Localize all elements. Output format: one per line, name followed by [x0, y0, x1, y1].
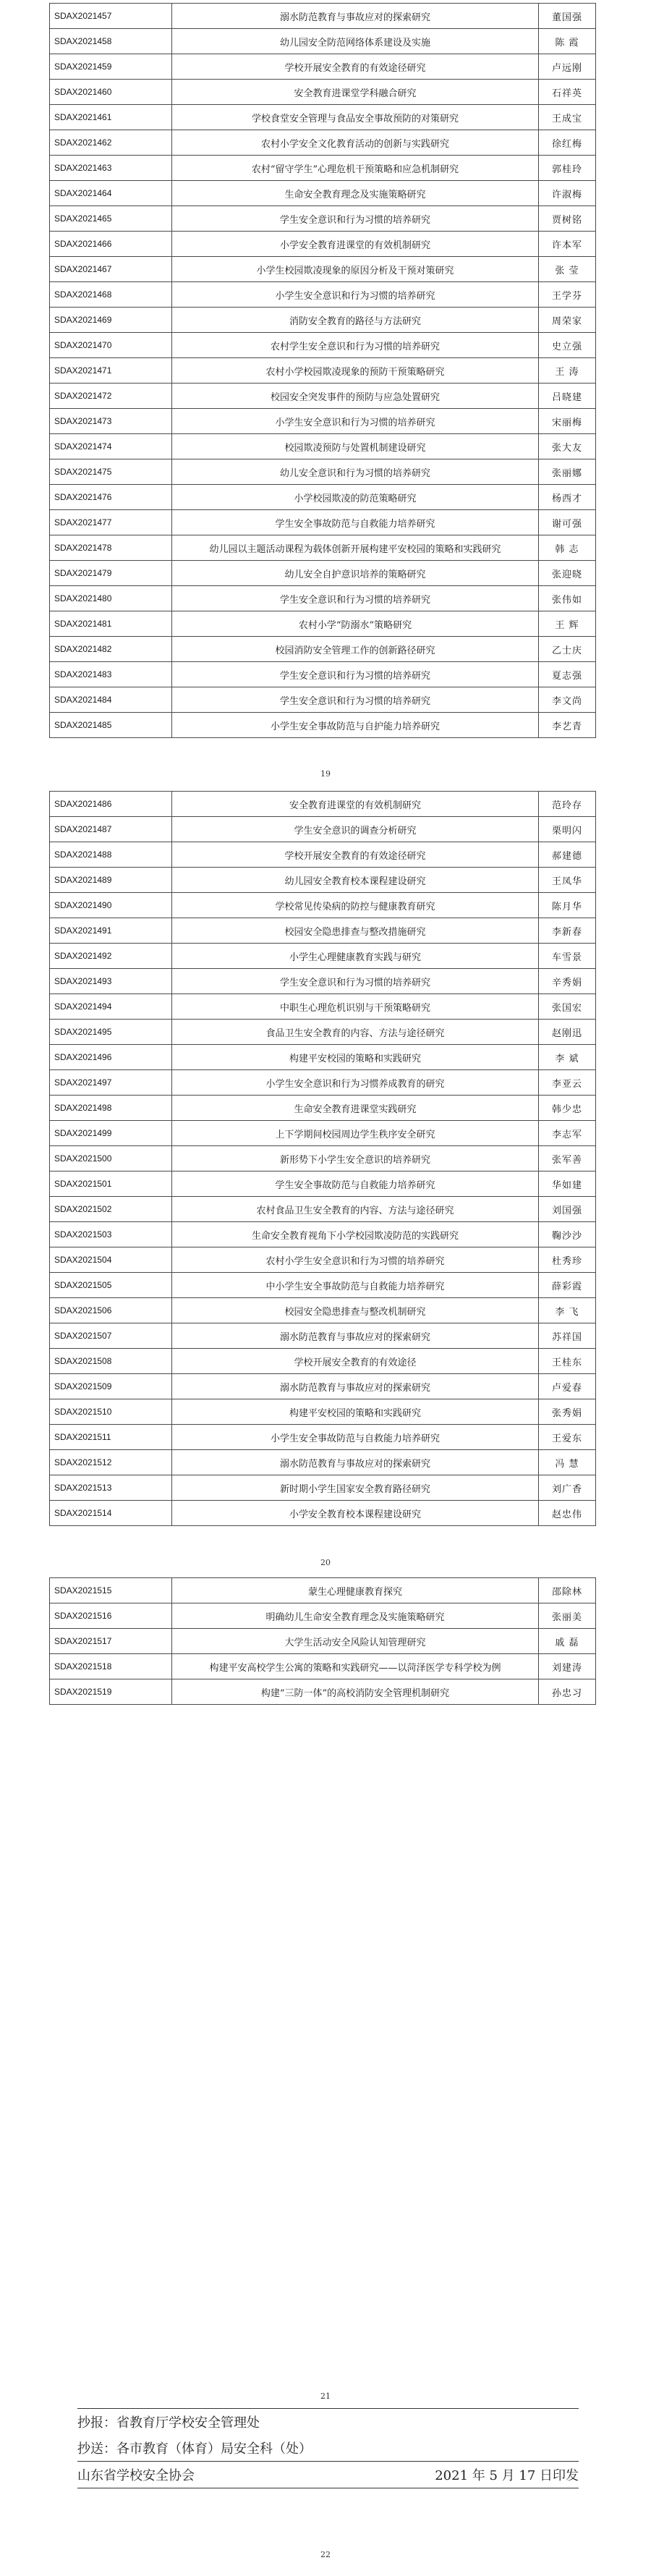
project-id-cell: SDAX2021508	[50, 1349, 172, 1374]
project-title-cell: 溺水防范教育与事故应对的探索研究	[172, 1450, 539, 1475]
table-row	[50, 662, 596, 687]
table-row	[50, 918, 596, 944]
project-lead-cell: 王爱东	[539, 1425, 596, 1450]
projects-table-1	[49, 3, 596, 738]
distribution-footer	[77, 2408, 579, 2488]
table-row	[50, 1475, 596, 1501]
project-id-cell: SDAX2021483	[50, 662, 172, 687]
project-title-cell: 小学生心理健康教育实践与研究	[172, 944, 539, 969]
project-id-cell: SDAX2021506	[50, 1298, 172, 1323]
project-lead-cell: 张迎晓	[539, 561, 596, 586]
table-row	[50, 1578, 596, 1603]
table-row	[50, 1629, 596, 1654]
table-row	[50, 1399, 596, 1425]
project-title-cell: 农村学生安全意识和行为习惯的培养研究	[172, 333, 539, 358]
project-title-cell: 幼儿园安全教育校本课程建设研究	[172, 868, 539, 893]
project-id-cell: SDAX2021504	[50, 1247, 172, 1273]
project-title-cell: 农村食品卫生安全教育的内容、方法与途径研究	[172, 1197, 539, 1222]
table-row	[50, 358, 596, 384]
project-id-cell: SDAX2021473	[50, 409, 172, 434]
project-lead-cell: 卢爱春	[539, 1374, 596, 1399]
project-lead-cell: 宋丽梅	[539, 409, 596, 434]
project-id-cell: SDAX2021465	[50, 206, 172, 232]
project-title-cell: 幼儿园安全防范网络体系建设及实施	[172, 29, 539, 54]
table-row	[50, 282, 596, 308]
project-id-cell: SDAX2021505	[50, 1273, 172, 1298]
project-lead-cell: 李艺青	[539, 713, 596, 738]
project-lead-cell: 王凤华	[539, 868, 596, 893]
table-row	[50, 817, 596, 842]
project-lead-cell: 王桂东	[539, 1349, 596, 1374]
project-lead-cell: 王成宝	[539, 105, 596, 130]
project-id-cell: SDAX2021495	[50, 1020, 172, 1045]
project-lead-cell: 戚 磊	[539, 1629, 596, 1654]
table-row	[50, 29, 596, 54]
table-row	[50, 1070, 596, 1096]
project-title-cell: 食品卫生安全教育的内容、方法与途径研究	[172, 1020, 539, 1045]
project-id-cell: SDAX2021488	[50, 842, 172, 868]
project-title-cell: 蒙生心理健康教育探究	[172, 1578, 539, 1603]
project-lead-cell: 孙忠习	[539, 1679, 596, 1705]
project-title-cell: 小学生校园欺凌现象的原因分析及干预对策研究	[172, 257, 539, 282]
project-id-cell: SDAX2021509	[50, 1374, 172, 1399]
table-row	[50, 1323, 596, 1349]
project-title-cell: 生命安全教育视角下小学校园欺凌防范的实践研究	[172, 1222, 539, 1247]
project-id-cell: SDAX2021458	[50, 29, 172, 54]
project-title-cell: 安全教育进课堂学科融合研究	[172, 80, 539, 105]
project-lead-cell: 李 斌	[539, 1045, 596, 1070]
table-row	[50, 1654, 596, 1679]
project-id-cell: SDAX2021467	[50, 257, 172, 282]
issuer-name: 山东省学校安全协会	[77, 2468, 195, 2483]
project-id-cell: SDAX2021511	[50, 1425, 172, 1450]
project-lead-cell: 贾树铭	[539, 206, 596, 232]
project-title-cell: 学生安全事故防范与自救能力培养研究	[172, 510, 539, 535]
project-title-cell: 小学生安全事故防范与自救能力培养研究	[172, 1425, 539, 1450]
project-lead-cell: 李亚云	[539, 1070, 596, 1096]
project-id-cell: SDAX2021468	[50, 282, 172, 308]
table-row	[50, 687, 596, 713]
project-title-cell: 幼儿安全意识和行为习惯的培养研究	[172, 459, 539, 485]
table-row	[50, 1450, 596, 1475]
project-lead-cell: 栗明闪	[539, 817, 596, 842]
project-title-cell: 生命安全教育理念及实施策略研究	[172, 181, 539, 206]
project-lead-cell: 李文尚	[539, 687, 596, 713]
project-title-cell: 明确幼儿生命安全教育理念及实施策略研究	[172, 1603, 539, 1629]
project-title-cell: 消防安全教育的路径与方法研究	[172, 308, 539, 333]
table-row	[50, 713, 596, 738]
project-title-cell: 小学安全教育校本课程建设研究	[172, 1501, 539, 1526]
project-lead-cell: 赵刚迅	[539, 1020, 596, 1045]
project-title-cell: 学生安全事故防范与自救能力培养研究	[172, 1172, 539, 1197]
project-id-cell: SDAX2021516	[50, 1603, 172, 1629]
project-title-cell: 幼儿园以主题活动课程为载体创新开展构建平安校园的策略和实践研究	[172, 535, 539, 561]
project-title-cell: 小学生安全意识和行为习惯的培养研究	[172, 282, 539, 308]
issuer-line	[77, 2462, 579, 2488]
project-id-cell: SDAX2021500	[50, 1146, 172, 1172]
table-row	[50, 1501, 596, 1526]
project-lead-cell: 范玲存	[539, 792, 596, 817]
project-id-cell: SDAX2021515	[50, 1578, 172, 1603]
project-lead-cell: 张国宏	[539, 994, 596, 1020]
project-lead-cell: 张大友	[539, 434, 596, 459]
project-lead-cell: 刘建涛	[539, 1654, 596, 1679]
project-lead-cell: 乙士庆	[539, 637, 596, 662]
project-title-cell: 构建平安校园的策略和实践研究	[172, 1399, 539, 1425]
project-lead-cell: 赵忠伟	[539, 1501, 596, 1526]
project-lead-cell: 夏志强	[539, 662, 596, 687]
table-row	[50, 4, 596, 29]
project-title-cell: 溺水防范教育与事故应对的探索研究	[172, 1374, 539, 1399]
page-number: 20	[320, 1558, 331, 1567]
project-title-cell: 校园消防安全管理工作的创新路径研究	[172, 637, 539, 662]
project-id-cell: SDAX2021472	[50, 384, 172, 409]
table-row	[50, 561, 596, 586]
project-title-cell: 学生安全意识和行为习惯的培养研究	[172, 586, 539, 611]
project-lead-cell: 董国强	[539, 4, 596, 29]
table-row	[50, 637, 596, 662]
project-lead-cell: 冯 慧	[539, 1450, 596, 1475]
project-title-cell: 农村小学安全文化教育活动的创新与实践研究	[172, 130, 539, 156]
project-id-cell: SDAX2021460	[50, 80, 172, 105]
project-id-cell: SDAX2021478	[50, 535, 172, 561]
project-title-cell: 小学生安全事故防范与自护能力培养研究	[172, 713, 539, 738]
project-title-cell: 学校常见传染病的防控与健康教育研究	[172, 893, 539, 918]
table-row	[50, 535, 596, 561]
table-row	[50, 80, 596, 105]
table-row	[50, 1222, 596, 1247]
project-lead-cell: 韩少忠	[539, 1096, 596, 1121]
project-lead-cell: 郭桂玲	[539, 156, 596, 181]
project-title-cell: 中小学生安全事故防范与自救能力培养研究	[172, 1273, 539, 1298]
project-lead-cell: 史立强	[539, 333, 596, 358]
project-title-cell: 小学生安全意识和行为习惯的培养研究	[172, 409, 539, 434]
project-id-cell: SDAX2021518	[50, 1654, 172, 1679]
project-title-cell: 上下学期间校园周边学生秩序安全研究	[172, 1121, 539, 1146]
project-id-cell: SDAX2021512	[50, 1450, 172, 1475]
project-lead-cell: 周荣家	[539, 308, 596, 333]
project-id-cell: SDAX2021494	[50, 994, 172, 1020]
table-row	[50, 1374, 596, 1399]
project-title-cell: 农村小学校园欺凌现象的预防干预策略研究	[172, 358, 539, 384]
project-lead-cell: 王 辉	[539, 611, 596, 637]
project-title-cell: 新形势下小学生安全意识的培养研究	[172, 1146, 539, 1172]
project-id-cell: SDAX2021497	[50, 1070, 172, 1096]
project-lead-cell: 杜秀珍	[539, 1247, 596, 1273]
project-title-cell: 幼儿安全自护意识培养的策略研究	[172, 561, 539, 586]
table-row	[50, 944, 596, 969]
project-id-cell: SDAX2021461	[50, 105, 172, 130]
project-lead-cell: 陈月华	[539, 893, 596, 918]
project-title-cell: 溺水防范教育与事故应对的探索研究	[172, 4, 539, 29]
project-title-cell: 大学生活动安全风险认知管理研究	[172, 1629, 539, 1654]
project-title-cell: 学生安全意识和行为习惯的培养研究	[172, 687, 539, 713]
project-id-cell: SDAX2021476	[50, 485, 172, 510]
project-id-cell: SDAX2021513	[50, 1475, 172, 1501]
table-row	[50, 232, 596, 257]
project-id-cell: SDAX2021471	[50, 358, 172, 384]
project-lead-cell: 张丽美	[539, 1603, 596, 1629]
project-title-cell: 校园安全隐患排查与整改机制研究	[172, 1298, 539, 1323]
project-title-cell: 学生安全意识的调查分析研究	[172, 817, 539, 842]
table-row	[50, 893, 596, 918]
project-lead-cell: 辛秀娟	[539, 969, 596, 994]
issue-date: 2021 年 5 月 17 日印发	[435, 2468, 579, 2483]
project-lead-cell: 陈 霞	[539, 29, 596, 54]
project-id-cell: SDAX2021475	[50, 459, 172, 485]
table-row	[50, 333, 596, 358]
table-row	[50, 54, 596, 80]
table-row	[50, 1679, 596, 1705]
project-id-cell: SDAX2021493	[50, 969, 172, 994]
table-row	[50, 434, 596, 459]
project-lead-cell: 张丽娜	[539, 459, 596, 485]
project-id-cell: SDAX2021479	[50, 561, 172, 586]
project-lead-cell: 石祥英	[539, 80, 596, 105]
project-title-cell: 学校食堂安全管理与食品安全事故预防的对策研究	[172, 105, 539, 130]
project-id-cell: SDAX2021514	[50, 1501, 172, 1526]
table-row	[50, 130, 596, 156]
table-row	[50, 1045, 596, 1070]
project-id-cell: SDAX2021491	[50, 918, 172, 944]
project-title-cell: 校园安全隐患排查与整改措施研究	[172, 918, 539, 944]
project-id-cell: SDAX2021481	[50, 611, 172, 637]
project-id-cell: SDAX2021501	[50, 1172, 172, 1197]
table-row	[50, 1146, 596, 1172]
table-row	[50, 485, 596, 510]
table-row	[50, 1096, 596, 1121]
project-lead-cell: 刘国强	[539, 1197, 596, 1222]
project-lead-cell: 吕晓建	[539, 384, 596, 409]
project-id-cell: SDAX2021502	[50, 1197, 172, 1222]
project-lead-cell: 王 涛	[539, 358, 596, 384]
project-title-cell: 新时期小学生国家安全教育路径研究	[172, 1475, 539, 1501]
table-row	[50, 181, 596, 206]
project-id-cell: SDAX2021499	[50, 1121, 172, 1146]
table-row	[50, 1349, 596, 1374]
project-id-cell: SDAX2021496	[50, 1045, 172, 1070]
project-title-cell: 构建“三防一体”的高校消防安全管理机制研究	[172, 1679, 539, 1705]
project-title-cell: 学校开展安全教育的有效途径	[172, 1349, 539, 1374]
project-lead-cell: 王学芬	[539, 282, 596, 308]
project-title-cell: 农村小学“防溺水”策略研究	[172, 611, 539, 637]
project-id-cell: SDAX2021484	[50, 687, 172, 713]
project-lead-cell: 卢远刚	[539, 54, 596, 80]
table-row	[50, 510, 596, 535]
project-lead-cell: 谢可强	[539, 510, 596, 535]
project-id-cell: SDAX2021519	[50, 1679, 172, 1705]
project-id-cell: SDAX2021490	[50, 893, 172, 918]
table-row	[50, 1425, 596, 1450]
project-id-cell: SDAX2021457	[50, 4, 172, 29]
project-id-cell: SDAX2021469	[50, 308, 172, 333]
project-id-cell: SDAX2021459	[50, 54, 172, 80]
project-title-cell: 学校开展安全教育的有效途径研究	[172, 842, 539, 868]
table-row	[50, 409, 596, 434]
project-lead-cell: 许淑梅	[539, 181, 596, 206]
project-title-cell: 农村“留守学生”心理危机干预策略和应急机制研究	[172, 156, 539, 181]
project-id-cell: SDAX2021466	[50, 232, 172, 257]
cc-line: 抄报：省教育厅学校安全管理处	[77, 2415, 260, 2431]
project-id-cell: SDAX2021463	[50, 156, 172, 181]
project-id-cell: SDAX2021477	[50, 510, 172, 535]
table-row	[50, 308, 596, 333]
project-title-cell: 构建平安高校学生公寓的策略和实践研究——以菏泽医学专科学校为例	[172, 1654, 539, 1679]
project-id-cell: SDAX2021480	[50, 586, 172, 611]
table-row	[50, 1172, 596, 1197]
project-lead-cell: 鞠沙沙	[539, 1222, 596, 1247]
table-row	[50, 105, 596, 130]
projects-table-2	[49, 791, 596, 1526]
project-lead-cell: 苏祥国	[539, 1323, 596, 1349]
table-row	[50, 868, 596, 893]
project-id-cell: SDAX2021510	[50, 1399, 172, 1425]
project-title-cell: 小学校园欺凌的防范策略研究	[172, 485, 539, 510]
project-id-cell: SDAX2021507	[50, 1323, 172, 1349]
project-lead-cell: 郝建德	[539, 842, 596, 868]
project-lead-cell: 张军善	[539, 1146, 596, 1172]
table-row	[50, 1273, 596, 1298]
table-row	[50, 611, 596, 637]
project-lead-cell: 徐红梅	[539, 130, 596, 156]
projects-table-3	[49, 1577, 596, 1705]
table-row	[50, 1020, 596, 1045]
project-title-cell: 小学生安全意识和行为习惯养成教育的研究	[172, 1070, 539, 1096]
table-row	[50, 1197, 596, 1222]
project-lead-cell: 李志军	[539, 1121, 596, 1146]
project-lead-cell: 张伟如	[539, 586, 596, 611]
project-title-cell: 学生安全意识和行为习惯的培养研究	[172, 662, 539, 687]
project-lead-cell: 邵除林	[539, 1578, 596, 1603]
table-row	[50, 842, 596, 868]
project-title-cell: 安全教育进课堂的有效机制研究	[172, 792, 539, 817]
table-row	[50, 1121, 596, 1146]
project-title-cell: 校园欺凌预防与处置机制建设研究	[172, 434, 539, 459]
table-row	[50, 1603, 596, 1629]
project-title-cell: 学生安全意识和行为习惯的培养研究	[172, 206, 539, 232]
project-lead-cell: 张 莹	[539, 257, 596, 282]
table-row	[50, 792, 596, 817]
project-lead-cell: 李新春	[539, 918, 596, 944]
project-title-cell: 中职生心理危机识别与干预策略研究	[172, 994, 539, 1020]
project-id-cell: SDAX2021474	[50, 434, 172, 459]
project-title-cell: 学校开展安全教育的有效途径研究	[172, 54, 539, 80]
project-lead-cell: 车雪景	[539, 944, 596, 969]
table-row	[50, 257, 596, 282]
project-lead-cell: 华如建	[539, 1172, 596, 1197]
project-lead-cell: 薛彩霞	[539, 1273, 596, 1298]
page-number: 19	[320, 769, 331, 779]
project-title-cell: 小学安全教育进课堂的有效机制研究	[172, 232, 539, 257]
project-id-cell: SDAX2021517	[50, 1629, 172, 1654]
table-row	[50, 586, 596, 611]
table-row	[50, 459, 596, 485]
project-id-cell: SDAX2021470	[50, 333, 172, 358]
project-id-cell: SDAX2021485	[50, 713, 172, 738]
table-row	[50, 206, 596, 232]
project-id-cell: SDAX2021487	[50, 817, 172, 842]
project-id-cell: SDAX2021489	[50, 868, 172, 893]
project-title-cell: 农村小学生安全意识和行为习惯的培养研究	[172, 1247, 539, 1273]
project-title-cell: 学生安全意识和行为习惯的培养研究	[172, 969, 539, 994]
table-row	[50, 1298, 596, 1323]
project-lead-cell: 李 飞	[539, 1298, 596, 1323]
project-id-cell: SDAX2021503	[50, 1222, 172, 1247]
project-id-cell: SDAX2021464	[50, 181, 172, 206]
table-row	[50, 156, 596, 181]
project-id-cell: SDAX2021492	[50, 944, 172, 969]
table-row	[50, 384, 596, 409]
send-line: 抄送：各市教育（体育）局安全科（处）	[77, 2441, 312, 2457]
page-number: 22	[320, 2550, 331, 2559]
project-lead-cell: 杨西才	[539, 485, 596, 510]
project-lead-cell: 张秀娟	[539, 1399, 596, 1425]
project-lead-cell: 韩 志	[539, 535, 596, 561]
project-id-cell: SDAX2021462	[50, 130, 172, 156]
project-title-cell: 生命安全教育进课堂实践研究	[172, 1096, 539, 1121]
project-title-cell: 校园安全突发事件的预防与应急处置研究	[172, 384, 539, 409]
project-lead-cell: 刘广香	[539, 1475, 596, 1501]
table-row	[50, 969, 596, 994]
project-id-cell: SDAX2021498	[50, 1096, 172, 1121]
table-row	[50, 994, 596, 1020]
project-id-cell: SDAX2021486	[50, 792, 172, 817]
project-lead-cell: 许本军	[539, 232, 596, 257]
project-id-cell: SDAX2021482	[50, 637, 172, 662]
project-title-cell: 溺水防范教育与事故应对的探索研究	[172, 1323, 539, 1349]
table-row	[50, 1247, 596, 1273]
page-number: 21	[320, 2391, 331, 2401]
project-title-cell: 构建平安校园的策略和实践研究	[172, 1045, 539, 1070]
